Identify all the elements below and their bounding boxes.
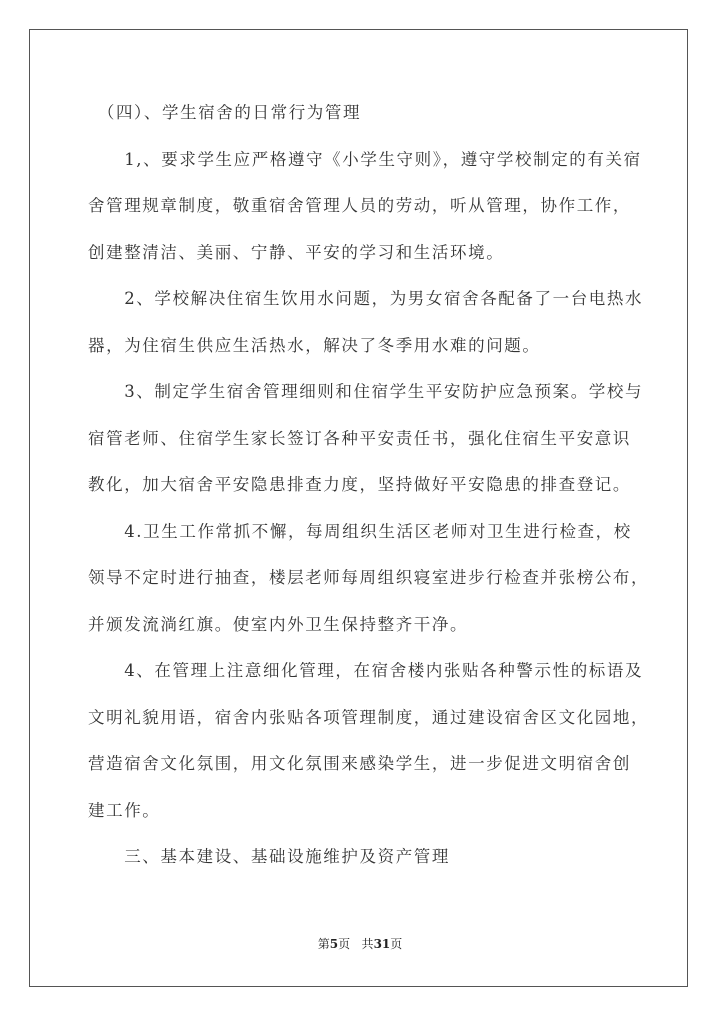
footer-total-unit: 页: [390, 937, 403, 951]
text-line: 宿管老师、住宿学生家长签订各种平安责任书，强化住宿生平安意识: [88, 428, 631, 448]
text-line: 器，为住宿生供应生活热水，解决了冬季用水难的问题。: [88, 335, 541, 355]
text-line: 三、基本建设、基础设施维护及资产管理: [88, 847, 450, 866]
text-line: 4、在管理上注意细化管理，在宿舍楼内张贴各种警示性的标语及: [88, 661, 644, 680]
text-line: 教化，加大宿舍平安隐患排查力度，坚持做好平安隐患的排查登记。: [88, 475, 631, 494]
total-pages: 31: [373, 937, 391, 951]
text-line: 领导不定时进行抽查，楼层老师每周组织寝室进步行检查并张榜公布，: [88, 568, 650, 587]
text-line: 2、学校解决住宿生饮用水问题，为男女宿舍各配备了一台电热水: [88, 289, 644, 308]
page-footer: [0, 935, 720, 952]
page-number: 5: [329, 937, 339, 951]
text-line: （四）、学生宿舍的日常行为管理: [88, 103, 362, 122]
text-line: 4.卫生工作常抓不懈，每周组织生活区老师对卫生进行检查，校: [88, 521, 632, 541]
text-line: 创建整清洁、美丽、宁静、平安的学习和生活环境。: [88, 242, 505, 262]
document-body: [88, 90, 650, 881]
footer-prefix: 第: [317, 937, 330, 951]
text-line: 文明礼貌用语，宿舍内张贴各项管理制度，通过建设宿舍区文化园地，: [88, 707, 650, 727]
text-line: 并颁发流淌红旗。使室内外卫生保持整齐干净。: [88, 614, 469, 634]
text-line: 1,、要求学生应严格遵守《小学生守则》，遵守学校制定的有关宿: [88, 149, 642, 169]
text-line: 3、制定学生宿舍管理细则和住宿学生平安防护应急预案。学校与: [88, 382, 644, 401]
footer-page-unit: 页: [338, 937, 351, 951]
footer-total-prefix: 共: [361, 937, 374, 951]
text-line: 营造宿舍文化氛围，用文化氛围来感染学生，进一步促进文明宿舍创: [88, 754, 631, 773]
text-line: 建工作。: [88, 800, 161, 820]
text-line: 舍管理规章制度，敬重宿舍管理人员的劳动，听从管理，协作工作，: [88, 196, 631, 215]
